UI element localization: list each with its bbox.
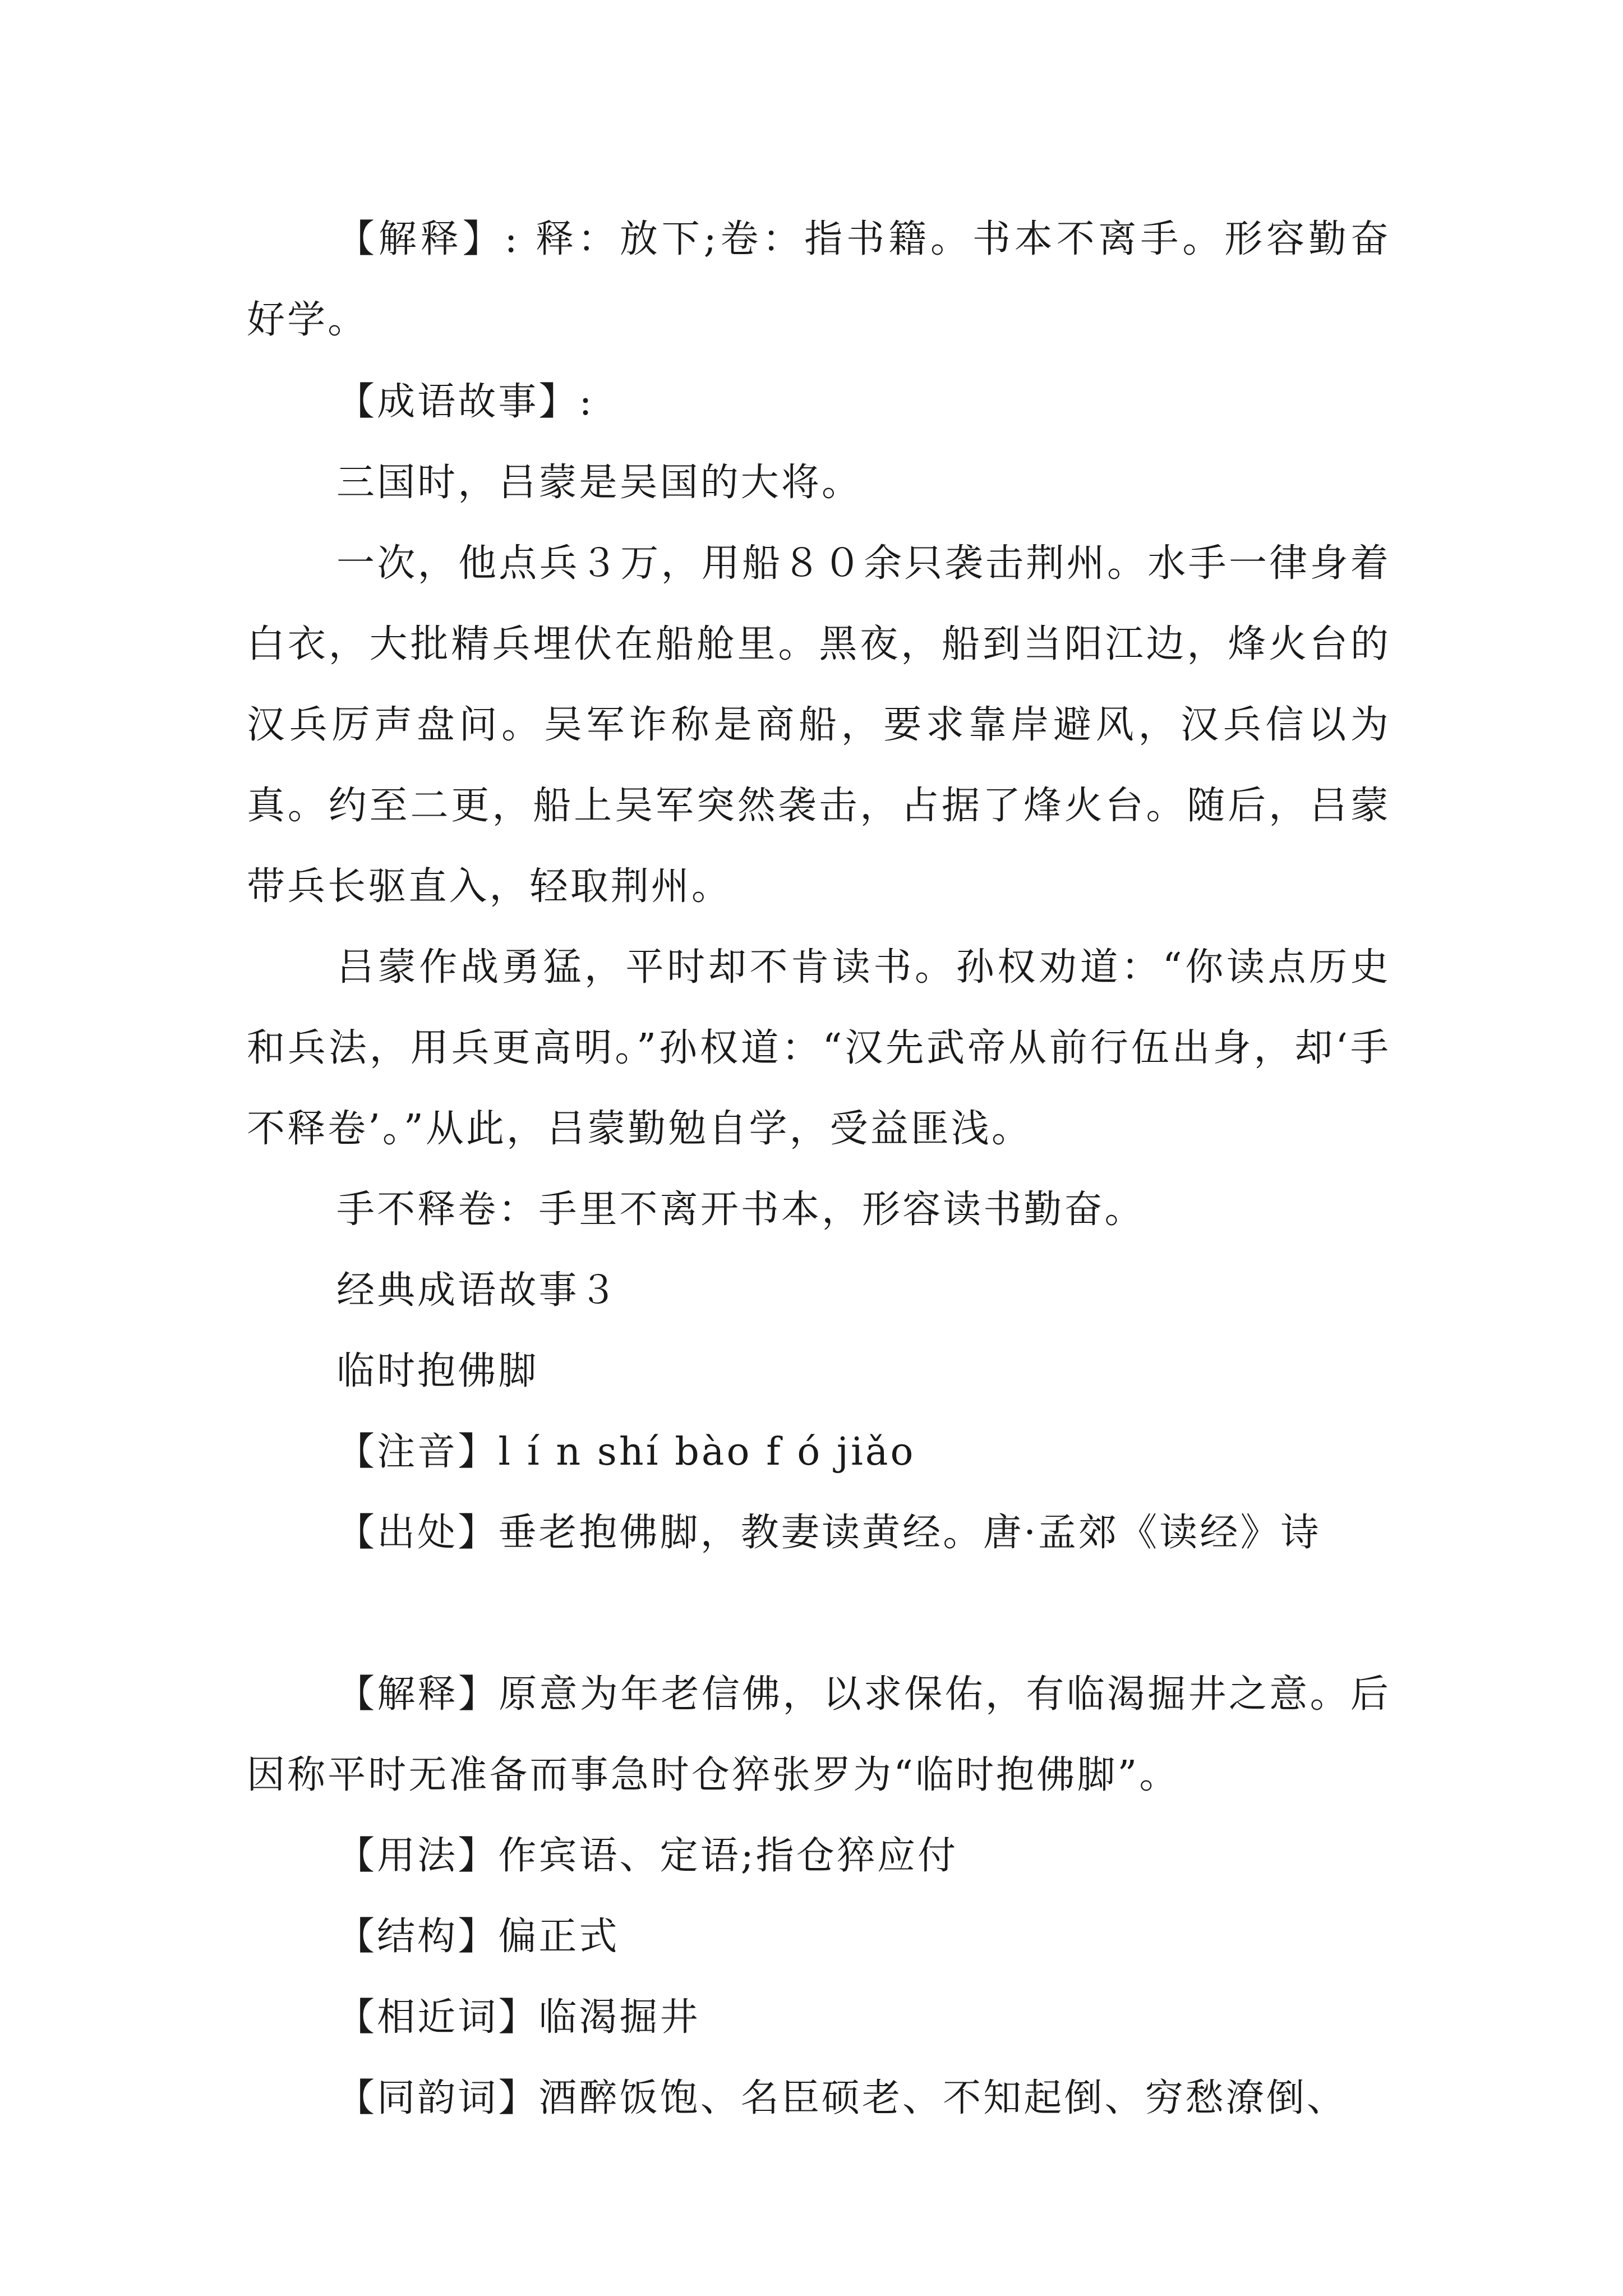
paragraph-pinyin: 【注音】l í n shí bào f ó jiǎo [336,1430,916,1474]
paragraph-idiom-meaning: 手不释卷：手里不离开书本，形容读书勤奋。 [336,1188,1145,1232]
paragraph-story-battle: 一次，他点兵３万，用船８０余只袭击荆州。水手一律身着白衣，大批精兵埋伏在船舱里。黑夜，船到当阳江边，烽火台的汉兵厉声盘问。吴军诈称是商船，要求靠岸避风，汉兵信以为真。约至二更，船上吴军突然袭击，占据了烽火台。随后，吕蒙带兵长驱直入，轻取荆州。 [247,541,1391,909]
paragraph-story-study: 吕蒙作战勇猛，平时却不肯读书。孙权劝道：“你读点历史和兵法，用兵更高明。”孙权道：“汉先武帝从前行伍出身，却‘手不释卷’。”从此，吕蒙勤勉自学，受益匪浅。 [247,945,1391,1151]
paragraph-story-heading: 【成语故事】: [336,380,594,424]
section-title: 经典成语故事３ [336,1268,620,1313]
idiom-title: 临时抱佛脚 [336,1349,539,1393]
paragraph-source: 【出处】垂老抱佛脚，教妻读黄经。唐·孟郊《读经》诗 [336,1511,1321,1555]
paragraph-explanation-2: 【解释】原意为年老信佛，以求保佑，有临渴掘井之意。后因称平时无准备而事急时仓猝张罗为“临时抱佛脚”。 [247,1672,1391,1797]
paragraph-structure: 【结构】偏正式 [336,1915,620,1959]
paragraph-rhyme: 【同韵词】酒醉饭饱、名臣硕老、不知起倒、穷愁潦倒、 [336,2076,1348,2120]
paragraph-synonym: 【相近词】临渴掘井 [336,1995,700,2040]
paragraph-usage: 【用法】作宾语、定语;指仓猝应付 [336,1834,958,1878]
paragraph-story-intro: 三国时，吕蒙是吴国的大将。 [336,461,863,505]
paragraph-explanation-1: 【解释】: 释：放下;卷：指书籍。书本不离手。形容勤奋好学。 [247,217,1391,342]
